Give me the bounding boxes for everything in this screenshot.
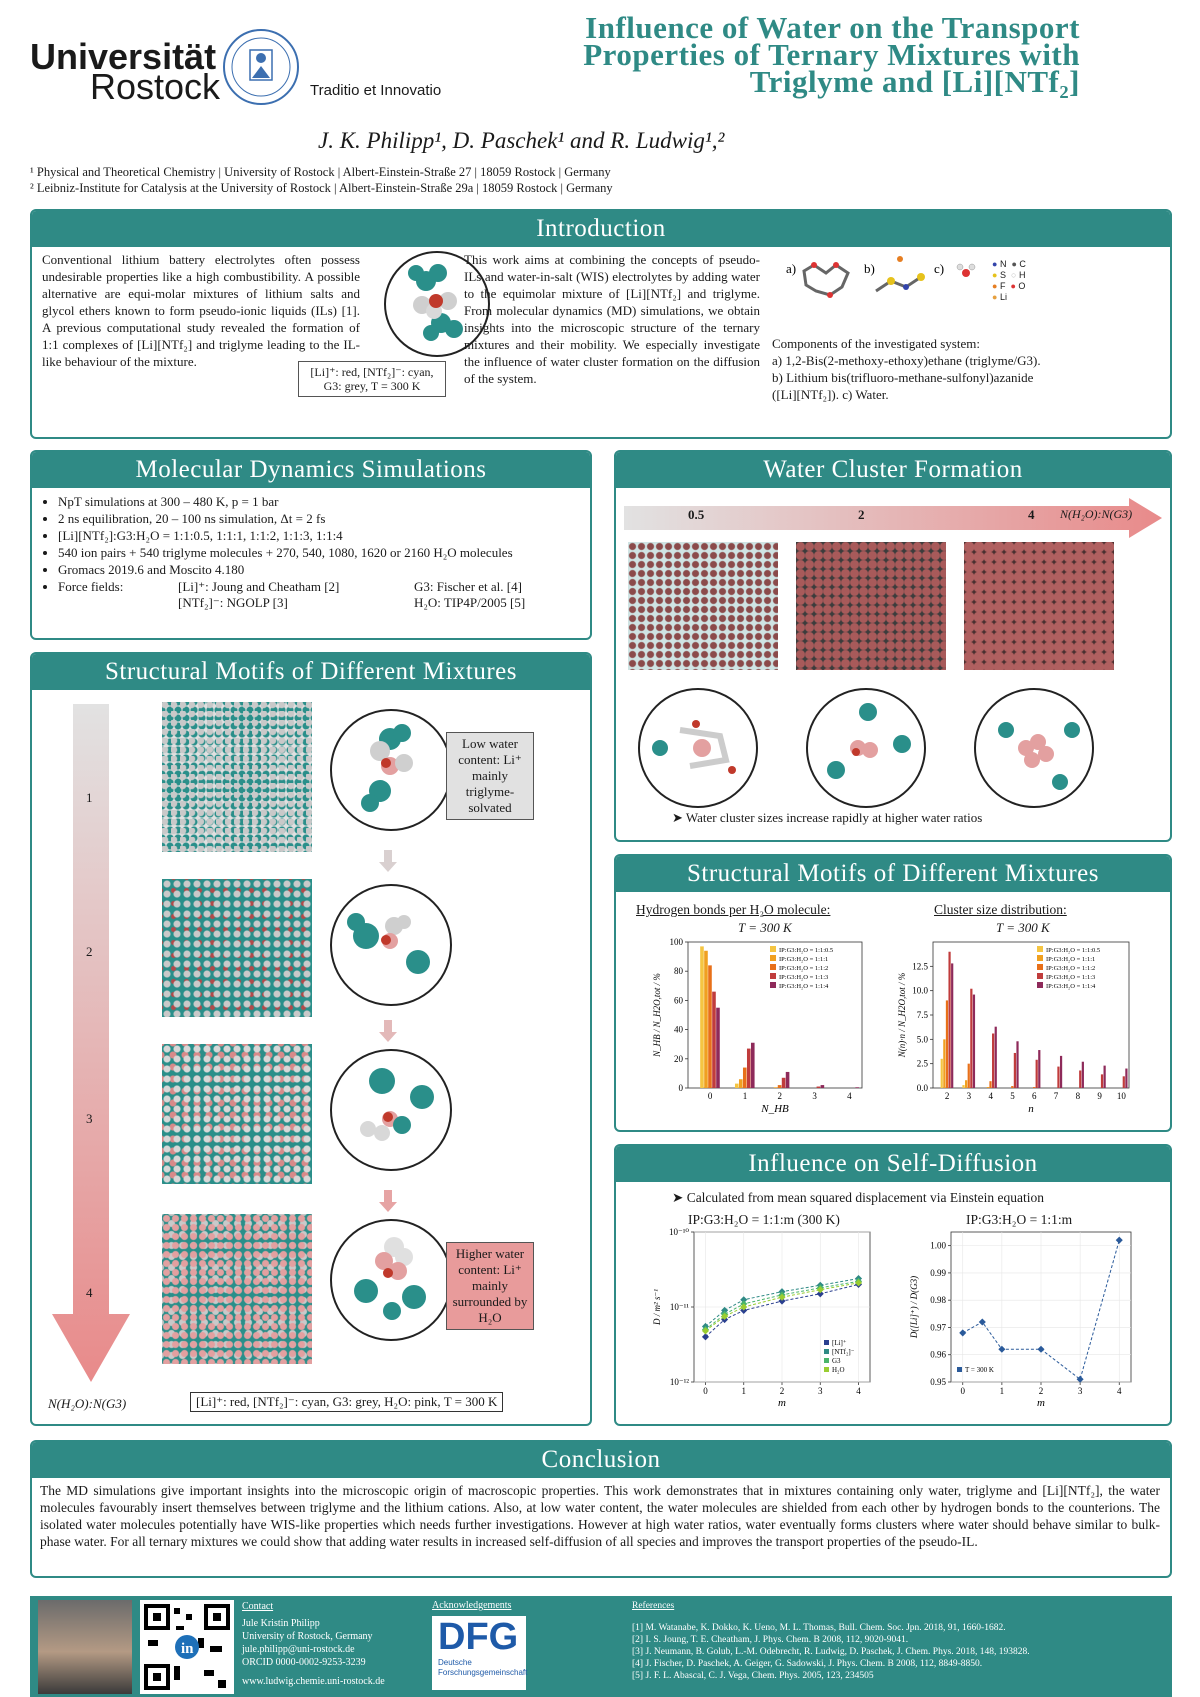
ratio-chart-title: IP:G3:H₂O = 1:1:m	[966, 1212, 1073, 1227]
y-tick-label: 0.0	[916, 1083, 928, 1093]
structural-motifs-title: Structural Motifs of Different Mixtures	[32, 654, 590, 690]
bar	[751, 1043, 755, 1088]
data-point	[959, 1329, 966, 1336]
legend-label: T = 300 K	[965, 1366, 994, 1374]
introduction-section	[30, 209, 1172, 439]
contact-title: Contact	[242, 1601, 274, 1612]
md-item: • 540 ion pairs + 540 triglyme molecules + 270, 540, 1080, 1620 or 2160 H₂O molecules	[58, 545, 598, 561]
legend-swatch	[770, 982, 776, 988]
legend-label: IP:G3:H₂O = 1:1:1	[1046, 956, 1096, 963]
hb-chart-temp: T = 300 K	[738, 920, 792, 935]
md-item: • NpT simulations at 300 – 480 K, p = 1 bar	[58, 494, 598, 510]
bar	[1036, 1060, 1038, 1088]
x-tick-label: 4	[1117, 1386, 1122, 1396]
bar	[1060, 1056, 1062, 1088]
y-tick-label: 100	[669, 937, 683, 947]
md-simulations-section	[30, 450, 592, 640]
bar	[973, 995, 975, 1088]
water-cluster-section	[614, 450, 1172, 842]
contact-url[interactable]: www.ludwig.chemie.uni-rostock.de	[242, 1676, 385, 1687]
poster-title	[583, 10, 1080, 99]
bar	[1104, 1066, 1106, 1088]
level-2: 2	[86, 944, 93, 959]
y-tick-label: 0.98	[930, 1295, 946, 1306]
dfg-logo-text: DFG	[438, 1616, 519, 1658]
component-b-2: ([Li][NTf₂]). c) Water.	[772, 387, 889, 402]
x-tick-label: 2	[779, 1386, 785, 1396]
ack-title: Acknowledgements	[432, 1600, 512, 1611]
cluster-ratio-4: 4	[1028, 507, 1035, 522]
conclusion-text: The MD simulations give important insights into the microscopic origin of macroscopic properties. This work demonstrates that in mixtures containing only water, triglyme and [Li][NTf₂], the water molecules favourably insert themselves between triglyme and the lithium cations. Also, at low water content, the water molecules are shielded from each other by hydrogen bonds to the counterions. The isolated water molecules potentially have WIS-like properties which needs further investigations. However at high water ratios, water eventually forms clusters where water should behave similar to bulk-phase water. For all ternary mixtures we could show that adding water results in increased self-diffusion of all species and improves the transport properties of the pseudo-IL.	[40, 1483, 1160, 1549]
legend-s: S	[999, 270, 1006, 280]
cluster-circle-0.5	[638, 688, 758, 808]
uni-name-2: Rostock	[90, 66, 221, 107]
diffusion-note: ➤ Calculated from mean squared displacement via Einstein equation	[672, 1190, 1044, 1205]
legend-swatch	[1037, 973, 1043, 979]
cs-chart-temp: T = 300 K	[996, 920, 1050, 935]
motto: Traditio et Innovatio	[310, 82, 442, 99]
legend-label: IP:G3:H₂O = 1:1:0.5	[1046, 947, 1101, 954]
data-point	[979, 1318, 986, 1325]
ff-ntf: [NTf₂]⁻: NGOLP [3]	[178, 595, 288, 610]
bar	[855, 1087, 859, 1088]
author-photo	[38, 1600, 132, 1694]
legend-h: H	[1018, 270, 1026, 280]
bar	[1079, 1070, 1081, 1088]
legend-label: IP:G3:H₂O = 1:1:0.5	[779, 947, 834, 954]
title-line-1: Influence of Water on the Transport	[585, 10, 1080, 45]
legend-o: O	[1018, 281, 1026, 291]
structural-motifs-charts-title: Structural Motifs of Different Mixtures	[616, 856, 1170, 892]
y-tick-label: 80	[674, 966, 683, 977]
cluster-box-4	[964, 542, 1114, 670]
x-tick-label: 2	[777, 1091, 783, 1101]
bar	[778, 1085, 782, 1088]
legend-swatch	[770, 946, 776, 952]
mol-label-b: b)	[864, 261, 875, 276]
y-axis-label: N(n)·n / N_H2O,tot / %	[897, 972, 907, 1058]
simulation-box-2	[162, 879, 312, 1017]
down-arrow-icon	[379, 1020, 397, 1042]
motifs-legend: [Li]⁺: red, [NTf₂]⁻: cyan, G3: grey, H₂O: pink, T = 300 K	[190, 1392, 503, 1412]
legend-swatch	[1037, 955, 1043, 961]
md-title: Molecular Dynamics Simulations	[32, 452, 590, 488]
x-tick-label: 7	[1053, 1091, 1059, 1101]
x-tick-label: 3	[1077, 1386, 1083, 1396]
mol-label-a: a)	[786, 261, 797, 276]
references-block	[632, 1600, 1030, 1682]
bar	[995, 1027, 997, 1088]
affiliation-2: ² Leibniz-Institute for Catalysis at the University of Rostock | Albert-Einstein-Straße 29a | 18059 Rostock | Germany	[30, 181, 613, 195]
bar	[965, 1080, 967, 1088]
legend-swatch	[770, 964, 776, 970]
x-tick-label: 2	[1038, 1386, 1044, 1396]
legend-label: G3	[832, 1357, 841, 1365]
dfg-logo	[432, 1616, 526, 1690]
y-tick-label: 0.97	[930, 1322, 946, 1333]
reference-3: [3] J. Neumann, B. Golub, L.-M. Odebrecht, R. Ludwig, D. Paschek, J. Chem. Phys. 2018, 148, 193828.	[632, 1647, 1030, 1657]
y-tick-label: 0.99	[930, 1267, 946, 1278]
uni-name-1: Universität	[30, 36, 217, 77]
y-axis-label: D / m² s⁻¹	[652, 1289, 662, 1325]
bar	[704, 951, 708, 1088]
water-ratio-arrow	[50, 704, 132, 1384]
y-tick-label: 0	[678, 1083, 683, 1093]
affiliation-1: ¹ Physical and Theoretical Chemistry | University of Rostock | Albert-Einstein-Straße 27 | 18059 Rostock | Germany	[30, 165, 611, 179]
legend-label: IP:G3:H₂O = 1:1:3	[779, 974, 829, 981]
bar	[1125, 1069, 1127, 1088]
y-axis-label: N_HB / N_H2O,tot / %	[652, 973, 662, 1057]
cluster-note: ➤ Water cluster sizes increase rapidly at higher water ratios	[672, 810, 983, 825]
title-line-2: Properties of Ternary Mixtures with	[583, 37, 1080, 72]
title-line-3: Triglyme and [Li][NTf₂]	[749, 64, 1080, 99]
svg-text:in: in	[181, 1641, 194, 1657]
x-tick-label: 3	[966, 1091, 972, 1101]
cluster-note-text: Water cluster sizes increase rapidly at higher water ratios	[685, 810, 983, 825]
complex-image-caption: [Li]⁺: red, [NTf₂]⁻: cyan, G3: grey, T = 300 K	[298, 361, 446, 397]
authors: J. K. Philipp¹, D. Paschek¹ and R. Ludwig¹,²	[318, 128, 725, 153]
cluster-circle-4	[974, 688, 1094, 808]
legend-swatch	[1037, 964, 1043, 970]
data-point	[1037, 1346, 1044, 1353]
md-item: • [Li][NTf₂]:G3:H₂O = 1:1:0.5, 1:1:1, 1:1:2, 1:1:3, 1:1:4	[58, 528, 598, 544]
diffusion-line-chart	[616, 1228, 886, 1422]
legend-li: Li	[999, 292, 1007, 302]
legend-swatch	[824, 1367, 829, 1372]
x-tick-label: 1	[999, 1386, 1005, 1396]
x-tick-label: 8	[1075, 1091, 1081, 1101]
self-diffusion-title: Influence on Self-Diffusion	[616, 1146, 1170, 1182]
cluster-box-2	[796, 542, 946, 670]
university-seal-icon	[222, 28, 300, 106]
level-3: 3	[86, 1111, 93, 1126]
bar	[992, 1033, 994, 1088]
dfg-sub-2: Forschungsgemeinschaft	[438, 1668, 528, 1677]
legend-c: C	[1019, 259, 1026, 269]
x-tick-label: 4	[988, 1091, 993, 1101]
legend-swatch	[770, 973, 776, 979]
legend-label: IP:G3:H₂O = 1:1:1	[779, 956, 829, 963]
simulation-box-4	[162, 1214, 312, 1364]
data-point	[702, 1327, 709, 1334]
bar	[712, 992, 716, 1088]
component-a: a) 1,2-Bis(2-methoxy-ethoxy)ethane (triglyme/G3).	[772, 353, 1041, 368]
contact-uni: University of Rostock, Germany	[242, 1631, 373, 1642]
ff-g3: G3: Fischer et al. [4]	[414, 579, 522, 594]
ff-li: [Li]⁺: Joung and Cheatham [2]	[178, 579, 340, 594]
contact-email[interactable]: jule.philipp@uni-rostock.de	[242, 1644, 355, 1655]
bar	[962, 1085, 964, 1088]
level-1: 1	[86, 790, 93, 805]
legend-label: IP:G3:H₂O = 1:1:2	[779, 965, 829, 972]
bar	[946, 1000, 948, 1088]
cluster-ratio-2: 2	[858, 507, 865, 522]
bar	[989, 1081, 991, 1088]
bar	[1101, 1074, 1103, 1088]
components-title: Components of the investigated system:	[772, 336, 980, 351]
legend-label: IP:G3:H₂O = 1:1:3	[1046, 974, 1096, 981]
y-tick-label: 7.5	[916, 1010, 928, 1020]
reference-2: [2] I. S. Joung, T. E. Cheatham, J. Phys. Chem. B 2008, 112, 9020-9041.	[632, 1635, 909, 1645]
y-tick-label: 40	[674, 1024, 683, 1035]
simulation-box-1	[162, 702, 312, 852]
md-item-forcefields	[58, 579, 598, 611]
legend-label: [Li]⁺	[832, 1339, 847, 1347]
x-tick-label: 5	[1010, 1091, 1015, 1101]
conclusion-title: Conclusion	[32, 1442, 1170, 1478]
hb-chart-title: Hydrogen bonds per H₂O molecule:	[636, 902, 831, 917]
legend-swatch	[1037, 946, 1043, 952]
intro-paragraph-2: This work aims at combining the concepts of pseudo-ILs and water-in-salt (WIS) electrolytes by adding water to the equimolar mixture of [Li][NTf₂] and triglyme. From molecular dynamics (MD) simulations, we obtain insights into the microscopic structure of the ternary mixtures and their mobility. We especially investigate the influence of water cluster formation on the diffusion of the system.	[464, 252, 760, 386]
y-tick-label: 0.95	[930, 1377, 946, 1387]
introduction-title: Introduction	[32, 211, 1170, 247]
intro-paragraph-1: Conventional lithium battery electrolytes often possess undesirable properties like a high combustibility. A possible alternative are equi-molar mixtures of lithium salts and glycol ethers known to form pseudo-ionic liquids (ILs) [1]. A previous computational study revealed the formation of 1:1 complexes of [Li][NTf₂] and triglyme leading to the IL-like behaviour of the mixture.	[42, 252, 360, 369]
dfg-sub-1: Deutsche	[438, 1658, 472, 1667]
y-tick-label: 10⁻¹²	[669, 1377, 689, 1387]
x-axis-label: N_HB	[761, 1103, 789, 1115]
motif-circle-4	[330, 1219, 452, 1341]
legend-swatch	[824, 1349, 829, 1354]
x-tick-label: 0	[960, 1386, 965, 1396]
x-tick-label: 1	[741, 1386, 746, 1396]
simulation-box-3	[162, 1044, 312, 1184]
bar	[786, 1072, 790, 1088]
data-point	[998, 1346, 1005, 1353]
uni-logo-text	[30, 36, 221, 107]
plot-frame	[933, 942, 1129, 1088]
legend-label: IP:G3:H₂O = 1:1:4	[1046, 983, 1096, 990]
motif-circle-2	[330, 884, 452, 1006]
x-tick-label: 9	[1097, 1091, 1102, 1101]
legend-n: N	[999, 259, 1007, 269]
x-axis-label: m	[1037, 1397, 1045, 1409]
bar	[951, 963, 953, 1088]
x-tick-label: 10	[1116, 1091, 1126, 1101]
self-diffusion-section	[614, 1144, 1172, 1426]
bar	[708, 965, 712, 1088]
hb-bar-chart	[616, 936, 886, 1126]
motif-circle-1	[330, 709, 452, 831]
x-axis-label: m	[778, 1397, 786, 1409]
bar	[968, 1064, 970, 1088]
ff-label: Force fields:	[58, 579, 124, 594]
bar	[943, 1039, 945, 1088]
legend-label: [NTf₂]⁻	[832, 1348, 855, 1356]
legend-label: IP:G3:H₂O = 1:1:2	[1046, 965, 1096, 972]
water-cluster-title: Water Cluster Formation	[616, 452, 1170, 488]
bar	[747, 1049, 751, 1088]
molecule-structures	[776, 251, 1076, 311]
footer	[30, 1596, 1172, 1697]
diffusion-note-text: Calculated from mean squared displacement via Einstein equation	[686, 1190, 1044, 1205]
x-tick-label: 3	[812, 1091, 817, 1101]
bar	[1082, 1062, 1084, 1088]
reference-4: [4] J. Fischer, D. Paschek, A. Geiger, G. Sadowski, J. Phys. Chem. B 2008, 112, 8849-8850.	[632, 1659, 983, 1669]
cluster-ratio-0.5: 0.5	[688, 507, 705, 522]
component-b: b) Lithium bis(trifluoro-methane-sulfonyl)azanide	[772, 370, 1034, 385]
down-arrow-icon	[379, 850, 397, 872]
reference-1: [1] M. Watanabe, K. Dokko, K. Ueno, M. L. Thomas, Bull. Chem. Soc. Jpn. 2018, 91, 1660-1682.	[632, 1623, 1006, 1633]
references-title: References	[632, 1601, 675, 1611]
legend-f: F	[999, 281, 1006, 291]
bar	[817, 1087, 821, 1088]
down-arrow-icon	[379, 1190, 397, 1212]
legend-label: H₂O	[832, 1366, 845, 1374]
md-item: • Gromacs 2019.6 and Moscito 4.180	[58, 562, 598, 578]
y-tick-label: 12.5	[912, 961, 928, 972]
legend-swatch	[770, 955, 776, 961]
structural-motifs-charts-section	[614, 854, 1172, 1132]
low-water-caption: Low water content: Li⁺ mainly triglyme-solvated	[446, 732, 534, 820]
md-list	[38, 494, 598, 612]
bar	[970, 989, 972, 1088]
contact-name: Jule Kristin Philipp	[242, 1618, 320, 1629]
bar	[743, 1068, 747, 1088]
legend-label: IP:G3:H₂O = 1:1:4	[779, 983, 829, 990]
cluster-circle-2	[806, 688, 926, 808]
cluster-arrow-label: N(H₂O):N(G3)	[1060, 507, 1133, 521]
y-tick-label: 20	[674, 1053, 683, 1064]
bar	[1123, 1076, 1125, 1088]
legend-swatch	[824, 1340, 829, 1345]
y-tick-label: 60	[674, 995, 683, 1006]
y-tick-label: 0.96	[930, 1349, 946, 1360]
ff-h2o: H₂O: TIP4P/2005 [5]	[414, 595, 526, 610]
contact-block	[242, 1600, 385, 1688]
bar	[1057, 1067, 1059, 1088]
bar	[948, 952, 950, 1088]
x-tick-label: 3	[818, 1386, 823, 1396]
diffusion-ratio-chart	[891, 1228, 1166, 1422]
mol-label-c: c)	[934, 261, 945, 276]
x-axis-label: n	[1028, 1103, 1034, 1115]
legend-swatch	[957, 1367, 962, 1372]
conclusion-section	[30, 1440, 1172, 1578]
y-tick-label: 10.0	[912, 985, 928, 996]
bar	[1038, 1050, 1040, 1088]
bar	[735, 1084, 739, 1088]
y-tick-label: 1.00	[930, 1240, 946, 1251]
bar	[941, 1059, 943, 1088]
x-tick-label: 4	[856, 1386, 861, 1396]
data-point	[1116, 1237, 1123, 1244]
x-tick-label: 0	[707, 1091, 713, 1101]
legend-swatch	[1037, 982, 1043, 988]
ratio-axis-label: N(H₂O):N(G3)	[48, 1396, 127, 1411]
diffusion-chart-title: IP:G3:H₂O = 1:1:m (300 K)	[688, 1212, 840, 1227]
bar	[1033, 1087, 1035, 1088]
bar	[716, 1008, 720, 1088]
md-item: • 2 ns equilibration, 20 – 100 ns simulation, Δt = 2 fs	[58, 511, 598, 527]
bar	[739, 1079, 743, 1088]
bar	[1011, 1086, 1013, 1088]
level-4: 4	[86, 1285, 93, 1300]
qr-code-icon	[140, 1600, 234, 1694]
y-tick-label: 2.5	[916, 1058, 928, 1069]
x-tick-label: 0	[703, 1386, 708, 1396]
high-water-caption: Higher water content: Li⁺ mainly surrounded by H₂O	[446, 1242, 534, 1330]
bar	[1014, 1053, 1016, 1088]
x-tick-label: 6	[1032, 1091, 1037, 1101]
x-tick-label: 4	[847, 1091, 852, 1101]
y-axis-label: D([Li]⁺) / D(G3)	[909, 1275, 919, 1339]
bar	[987, 1087, 989, 1088]
bar	[700, 946, 704, 1088]
structural-motifs-section	[30, 652, 592, 1426]
y-tick-label: 10⁻¹¹	[669, 1302, 689, 1312]
y-tick-label: 10⁻¹⁰	[668, 1228, 689, 1237]
bar	[1016, 1041, 1018, 1088]
atom-legend: ● N ● C ● S ○ H ● F ● O ● Li	[992, 259, 1026, 302]
bar	[782, 1078, 786, 1088]
x-tick-label: 2	[944, 1091, 950, 1101]
reference-5: [5] J. F. L. Abascal, C. J. Vega, Chem. Phys. 2005, 123, 234505	[632, 1671, 874, 1681]
bar	[821, 1085, 825, 1088]
cluster-box-0.5	[628, 542, 778, 670]
legend-swatch	[824, 1358, 829, 1363]
y-tick-label: 5.0	[916, 1034, 928, 1045]
bar	[774, 1087, 778, 1088]
components-list	[772, 335, 1162, 403]
x-tick-label: 1	[742, 1091, 748, 1101]
motif-circle-3	[330, 1049, 452, 1171]
cluster-size-bar-chart	[891, 936, 1166, 1126]
contact-orcid: ORCID 0000-0002-9253-3239	[242, 1657, 366, 1668]
cs-chart-title: Cluster size distribution:	[934, 902, 1067, 917]
